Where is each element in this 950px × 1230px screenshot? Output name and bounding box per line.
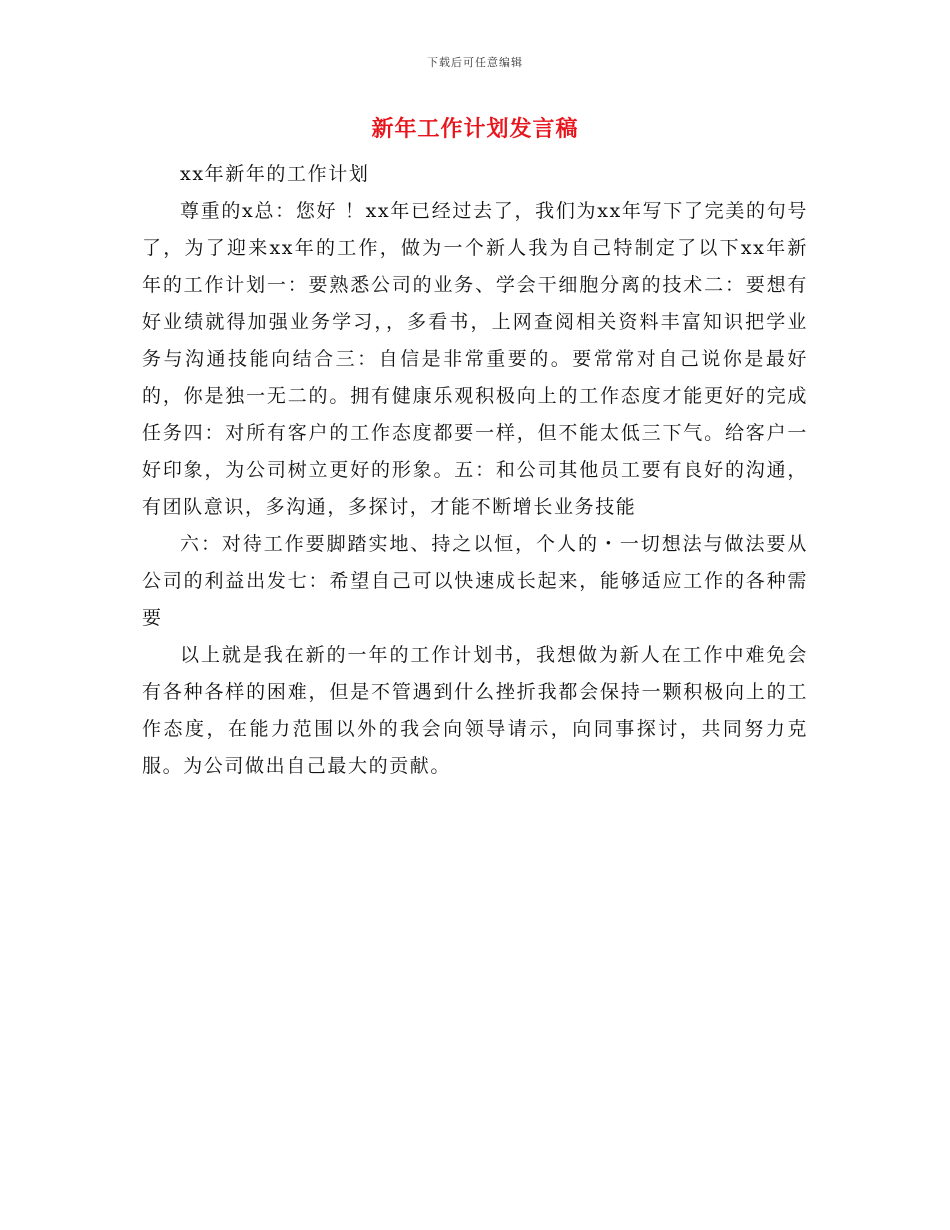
paragraph-main: 尊重的x总：您好 ！xx年已经过去了，我们为xx年写下了完美的句号了，为了迎来xx年的工作，做为一个新人我为自己特制定了以下xx年新年的工作计划一：要熟悉公司的业务、学会干细胞分离的技术二：要想有好业绩就得加强业务学习，，多看书，上网查阅相关资料丰富知识把学业务与沟通技能向结合三：自信是非常重要的。要常常对自己说你是最好的，你是独一无二的。拥有健康乐观积极向上的工作态度才能更好的完成任务四：对所有客户的工作态度都要一样，但不能太低三下气。给客户一好印象，为公司树立更好的形象。五：和公司其他员工要有良好的沟通，有团队意识，多沟通，多探讨，才能不断增长业务技能 — [142, 200, 808, 518]
paragraph-closing: 以上就是我在新的一年的工作计划书，我想做为新人在工作中难免会有各种各样的困难，但是不管遇到什么挫折我都会保持一颗积极向上的工作态度，在能力范围以外的我会向领导请示，向同事探讨，共同努力克服。为公司做出自己最大的贡献。 — [142, 644, 808, 777]
paragraph-six-seven: 六：对待工作要脚踏实地、持之以恒，个人的・一切想法与做法要从公司的利益出发七：希望自己可以快速成长起来，能够适应工作的各种需要 — [142, 533, 808, 629]
header-note: 下载后可任意编辑 — [427, 56, 523, 69]
document-body — [142, 156, 808, 785]
paragraph-subtitle: xx年新年的工作计划 — [180, 163, 370, 185]
document-title: 新年工作计划发言稿 — [371, 117, 579, 142]
